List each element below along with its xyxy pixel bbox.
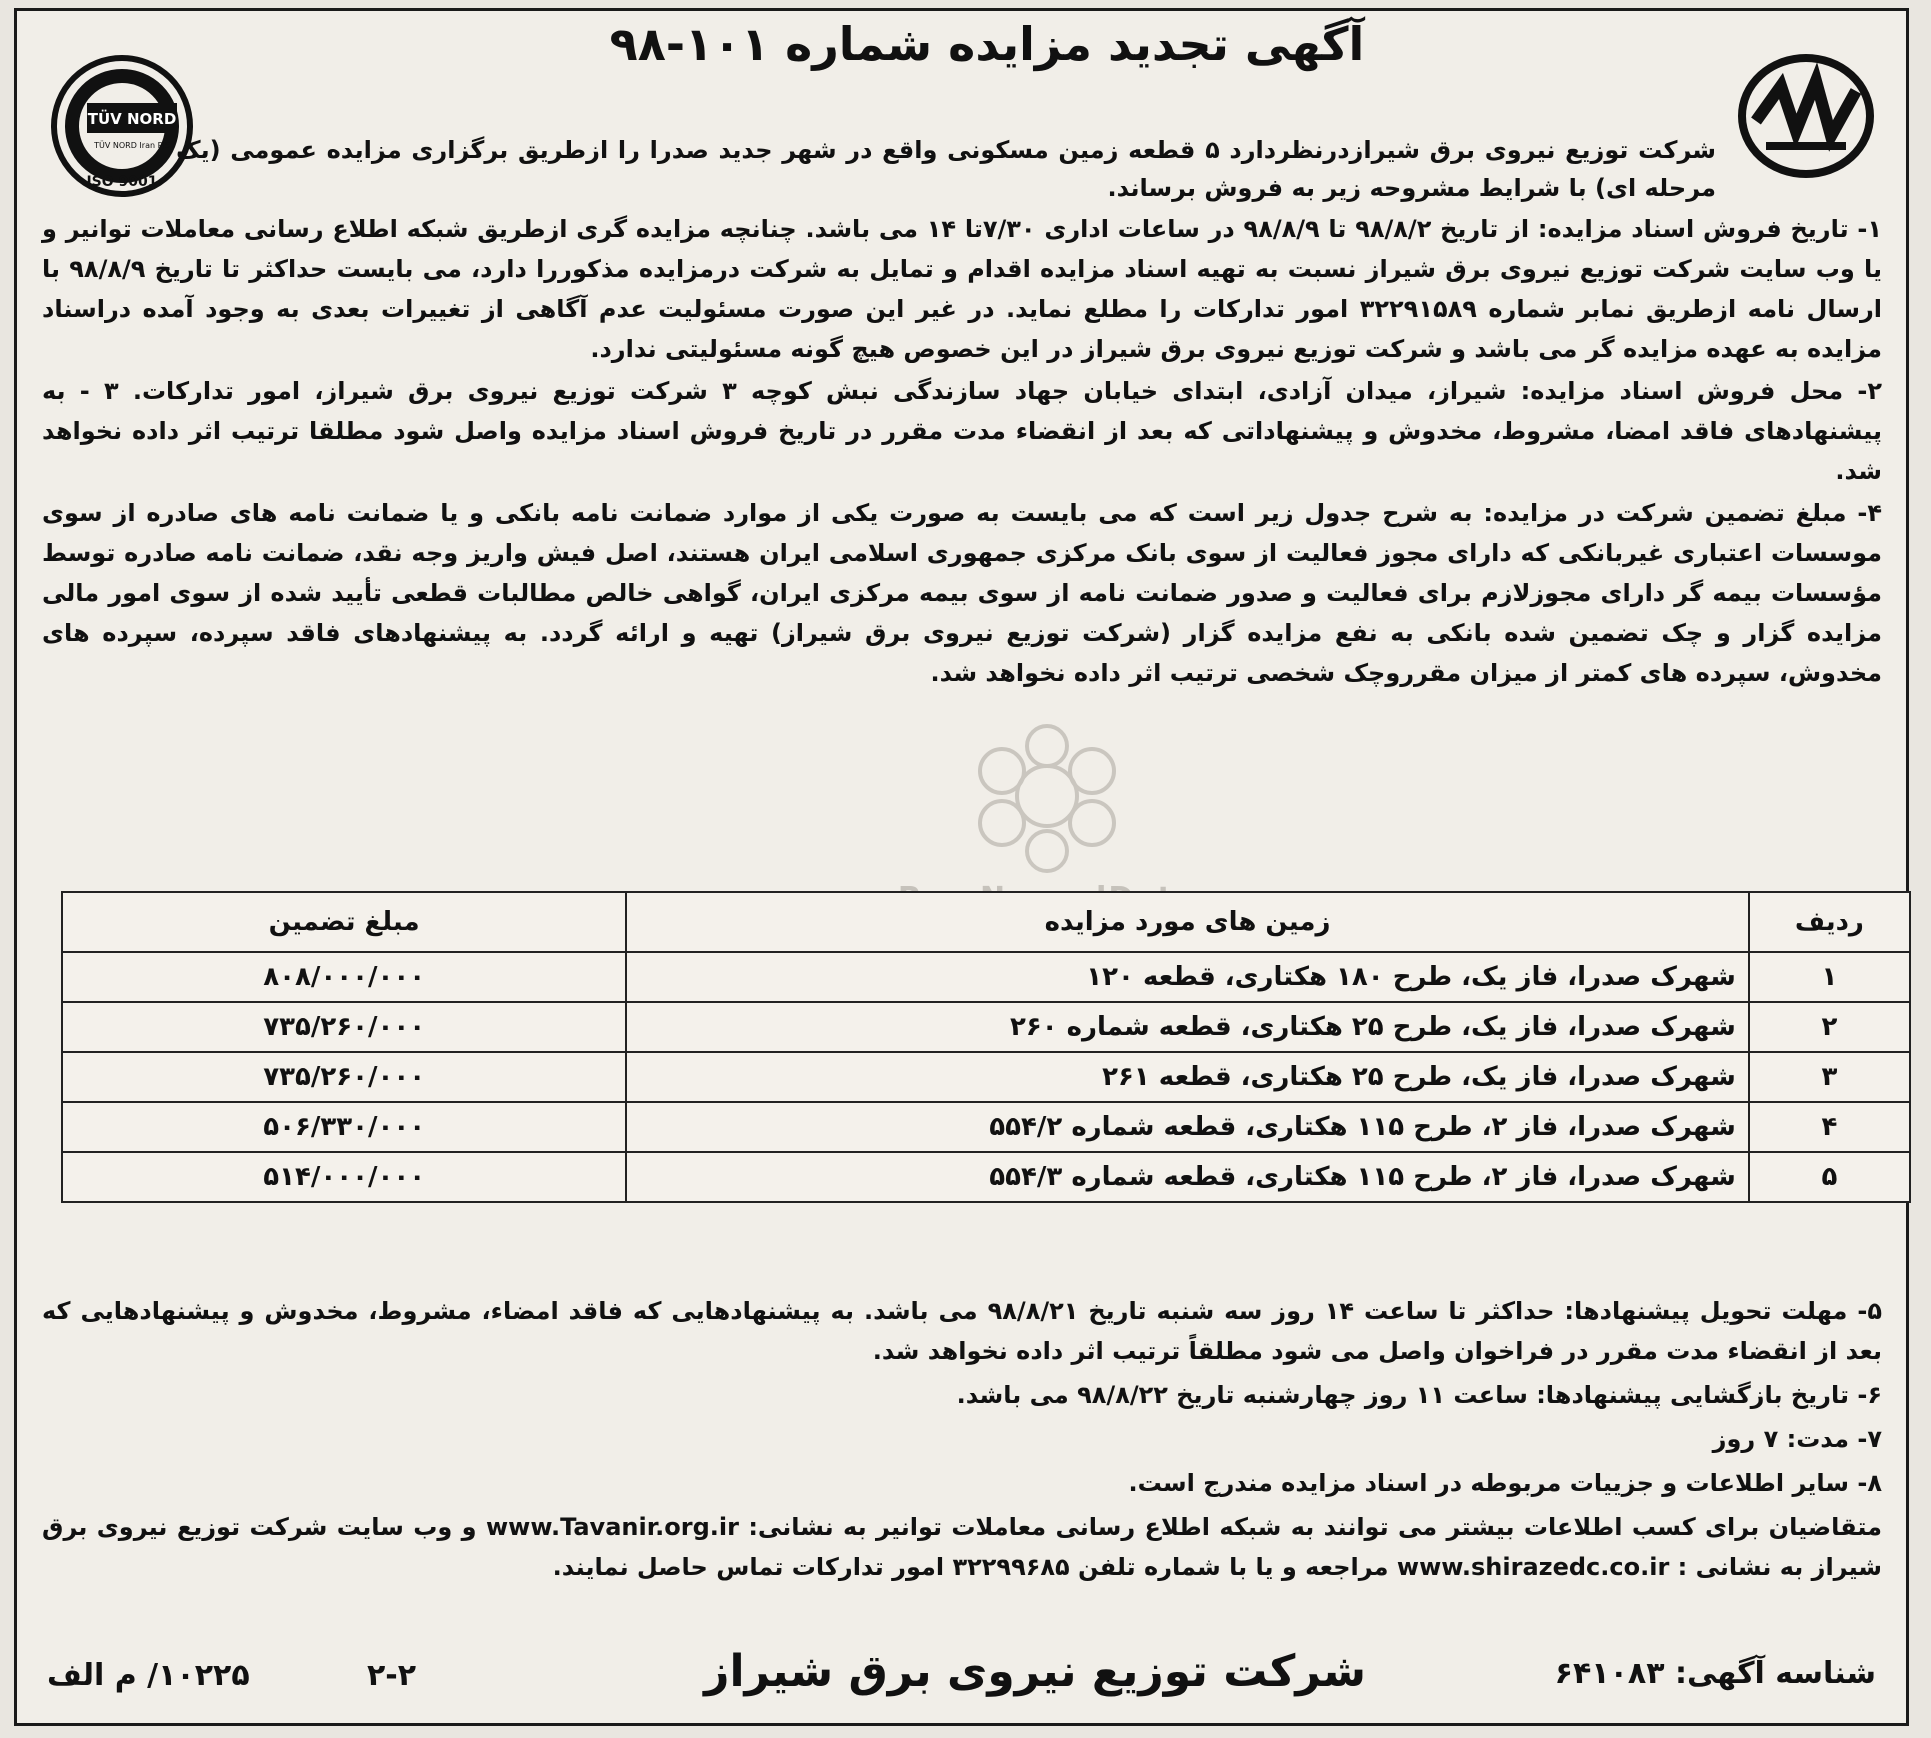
guarantee-amount: ۷۳۵/۲۶۰/۰۰۰: [62, 1052, 626, 1102]
condition-6-label: ۶- تاریخ بازگشایی پیشنهادها:: [1536, 1381, 1882, 1409]
land-description: شهرک صدرا، فاز یک، طرح ۲۵ هکتاری، قطعه شماره ۲۶۰: [626, 1002, 1748, 1052]
table-row: [62, 952, 1910, 1002]
tuv-nord-iso-logo-icon: [47, 51, 197, 201]
condition-5-label: ۵- مهلت تحویل پیشنهادها:: [1564, 1297, 1882, 1325]
row-number: ۱: [1749, 952, 1910, 1002]
condition-4-text: به شرح جدول زیر است که می بایست به صورت یکی از موارد ضمانت نامه بانکی و یا ضمانت نامه های صادره از سوی موسسات اعتباری غیربانکی که دارای مجوز فعالیت از سوی بانک مرکزی جمهوری اسلامی ایران هستند، اصل فیش واریز وجه نقد، ضمانت نامه صادره توسط مؤسسات بیمه گر دارای مجوزلازم برای فعالیت و صدور ضمانت نامه از سوی بیمه مرکزی ایران، گواهی خالص مطالبات قطعی تأیید شده از سوی امور مالی مزایده گزار و چک تضمین شده بانکی به نفع مزایده گزار (شرکت توزیع نیروی برق شیراز) تهیه و ارائه گردد. به پیشنهادهای فاقد سپرده، سپرده های مخدوش، سپرده های کمتر از میزان مقرروچک شخصی ترتیب اثر داده نخواهد شد.: [42, 499, 1882, 687]
contact-text-2: و وب سایت شرکت توزیع نیروی برق شیراز به نشانی :: [42, 1513, 1882, 1581]
condition-1-label: ۱- تاریخ فروش اسناد مزایده:: [1537, 215, 1882, 243]
guarantee-amount: ۵۱۴/۰۰۰/۰۰۰: [62, 1152, 626, 1202]
table-row: [62, 1152, 1910, 1202]
guarantee-amount: ۷۳۵/۲۶۰/۰۰۰: [62, 1002, 626, 1052]
row-number: ۲: [1749, 1002, 1910, 1052]
row-number: ۳: [1749, 1052, 1910, 1102]
header-row-number: ردیف: [1749, 892, 1910, 952]
ad-id: شناسه آگهی: ۶۴۱۰۸۳: [1554, 1656, 1876, 1691]
intro-paragraph: شرکت توزیع نیروی برق شیرازدرنظردارد ۵ قطعه زمین مسکونی واقع در شهر جدید صدرا را ازطریق برگزاری مزایده عمومی (یک مرحله ای) با شرایط مشروحه زیر به فروش برساند.: [176, 136, 1716, 202]
table-header-row: [62, 892, 1910, 952]
condition-2-label: ۲- محل فروش اسناد مزایده:: [1520, 377, 1882, 405]
svg-text:TÜV NORD: TÜV NORD: [87, 110, 177, 128]
parsnamad-watermark-icon: [787, 711, 1307, 881]
land-description: شهرک صدرا، فاز یک، طرح ۱۸۰ هکتاری، قطعه ۱۲۰: [626, 952, 1748, 1002]
table-row: [62, 1102, 1910, 1152]
land-description: شهرک صدرا، فاز ۲، طرح ۱۱۵ هکتاری، قطعه شماره ۵۵۴/۲: [626, 1102, 1748, 1152]
ad-title: آگهی تجدید مزایده شماره ۱۰۱-۹۸: [609, 17, 1365, 71]
svg-text:TÜV NORD Iran PJS: TÜV NORD Iran PJS: [94, 141, 170, 150]
condition-7: ۷- مدت: ۷ روز: [1712, 1425, 1882, 1453]
condition-1: [42, 209, 1882, 369]
contact-paragraph: [42, 1507, 1882, 1587]
table-row: [62, 1002, 1910, 1052]
contact-text-3: مراجعه و یا با شماره تلفن ۳۲۲۹۹۶۸۵ امور تدارکات تماس حاصل نمایند.: [552, 1553, 1389, 1581]
row-number: ۴: [1749, 1102, 1910, 1152]
guarantee-amount: ۵۰۶/۳۳۰/۰۰۰: [62, 1102, 626, 1152]
header-amount: مبلغ تضمین: [62, 892, 626, 952]
condition-2: [42, 371, 1882, 491]
svg-text:ISO 9001: ISO 9001: [86, 174, 158, 190]
auction-table: [61, 891, 1911, 1203]
condition-8: ۸- سایر اطلاعات و جزییات مربوطه در اسناد مزایده مندرج است.: [1128, 1469, 1882, 1497]
contact-text-1: متقاضیان برای کسب اطلاعات بیشتر می توانند به شبکه اطلاع رسانی معاملات توانیر به نشانی:: [748, 1513, 1883, 1541]
footer-company-name: شرکت توزیع نیروی برق شیراز: [704, 1646, 1366, 1697]
conditions-section: [42, 209, 1882, 695]
ad-code: ۱۰۲۲۵/ م الف: [47, 1658, 250, 1693]
tavanir-logo-icon: [1736, 51, 1876, 181]
row-number: ۵: [1749, 1152, 1910, 1202]
condition-5-text: حداکثر تا ساعت ۱۴ روز سه شنبه تاریخ ۹۸/۸/۲۱ می باشد. به پیشنهادهایی که فاقد امضاء، مشروط، مخدوش و پیشنهادهایی که بعد از انقضاء مدت مقرر در فراخوان واصل می شود مطلقاً ترتیب اثر داده نخواهد شد.: [42, 1297, 1882, 1365]
land-description: شهرک صدرا، فاز ۲، طرح ۱۱۵ هکتاری، قطعه شماره ۵۵۴/۳: [626, 1152, 1748, 1202]
header-land: زمین های مورد مزایده: [626, 892, 1748, 952]
page-indicator: ۲-۲: [367, 1658, 417, 1693]
condition-5: [42, 1291, 1882, 1371]
condition-1-text: از تاریخ ۹۸/۸/۲ تا ۹۸/۸/۹ در ساعات اداری ۷/۳۰تا ۱۴ می باشد. چنانچه مزایده گری ازطریق شبکه اطلاع رسانی معاملات توانیر و یا وب سایت شرکت توزیع نیروی برق شیراز نسبت به تهیه اسناد مزایده اقدام و تمایل به شرکت درمزایده مذکوررا دارد، می بایست حداکثر تا تاریخ ۹۸/۸/۹ با ارسال نامه ازطریق نمابر شماره ۳۲۲۹۱۵۸۹ امور تدارکات را مطلع نماید. در غیر این صورت مسئولیت عدم آگاهی از تغییرات بعدی به وجود آمده دراسناد مزایده به عهده مزایده گر می باشد و شرکت توزیع نیروی برق شیراز در این خصوص هیچ گونه مسئولیتی ندارد.: [42, 215, 1882, 363]
condition-4: [42, 493, 1882, 693]
closing-section: [42, 1291, 1882, 1591]
condition-4-label: ۴- مبلغ تضمین شرکت در مزایده:: [1483, 499, 1882, 527]
land-description: شهرک صدرا، فاز یک، طرح ۲۵ هکتاری، قطعه ۲۶۱: [626, 1052, 1748, 1102]
condition-6: [42, 1375, 1882, 1415]
condition-2-text: شیراز، میدان آزادی، ابتدای خیابان جهاد سازندگی نبش کوچه ۳ شرکت توزیع نیروی برق شیراز، امور تدارکات. ۳ - به پیشنهادهای فاقد امضا، مشروط، مخدوش و پیشنهاداتی که بعد از انقضاء مدت مقرر در تاریخ فروش اسناد مزایده واصل شود مطلقا ترتیب اثر داده نخواهد شد.: [42, 377, 1882, 485]
condition-6-text: ساعت ۱۱ روز چهارشنبه تاریخ ۹۸/۸/۲۲ می باشد.: [956, 1381, 1528, 1409]
tavanir-url-link[interactable]: www.Tavanir.org.ir: [485, 1513, 739, 1541]
ad-footer: [37, 1646, 1886, 1716]
newspaper-ad: [14, 8, 1909, 1726]
table-row: [62, 1052, 1910, 1102]
guarantee-amount: ۸۰۸/۰۰۰/۰۰۰: [62, 952, 626, 1002]
shirazedc-url-link[interactable]: www.shirazedc.co.ir: [1396, 1553, 1670, 1581]
